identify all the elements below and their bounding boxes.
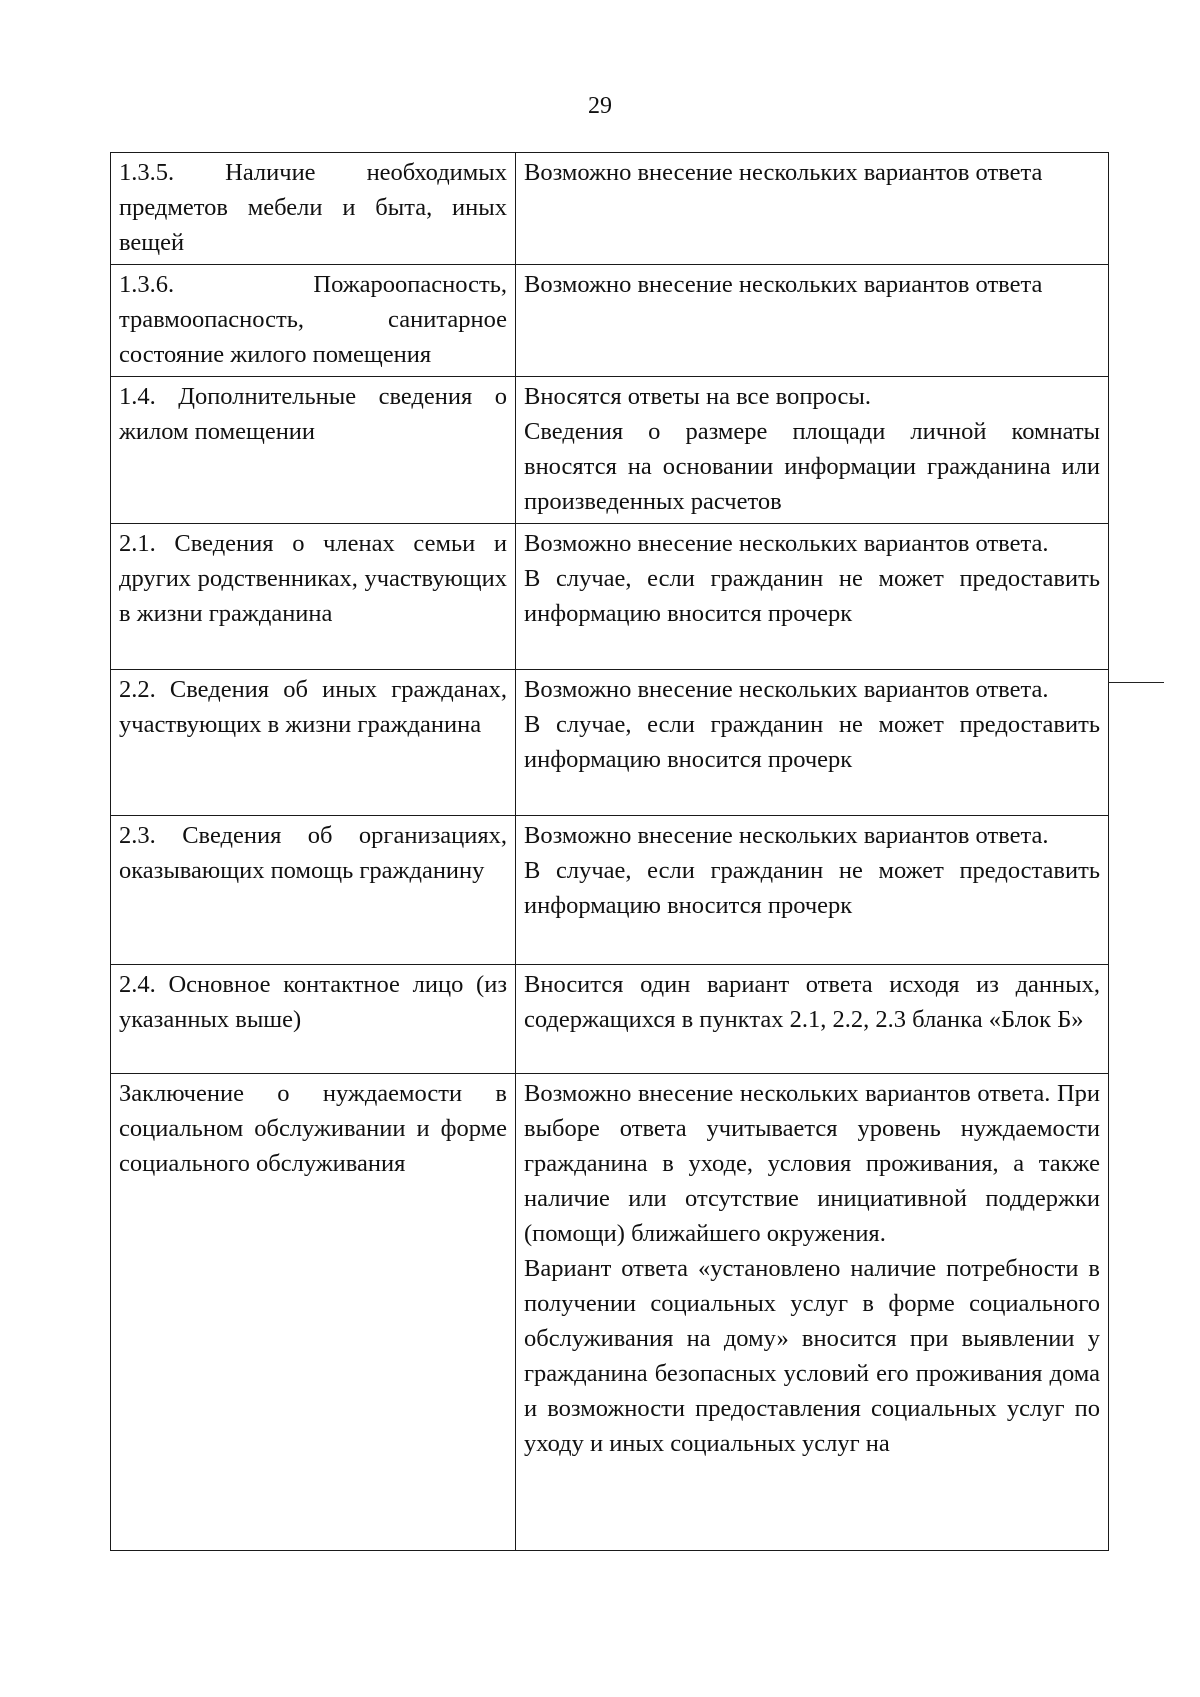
row-instruction-cell (516, 265, 1109, 377)
row-instruction-cell (516, 965, 1109, 1074)
row-instruction-cell (516, 377, 1109, 524)
table-row (111, 524, 1109, 670)
row-item-cell: 2.1. Сведения о членах семьи и других родственниках, участвующих в жизни гражданина (111, 524, 516, 670)
page-number: 29 (588, 93, 612, 119)
table-row (111, 670, 1109, 816)
row-instruction-cell (516, 670, 1109, 816)
instruction-paragraph: В случае, если гражданин не может предоставить информацию вносится прочерк (524, 711, 1100, 773)
instruction-paragraph: Возможно внесение нескольких вариантов ответа. (524, 530, 1049, 557)
row-item-cell: 2.4. Основное контактное лицо (из указанных выше) (111, 965, 516, 1074)
instruction-paragraph: Возможно внесение нескольких вариантов ответа. (524, 822, 1049, 849)
row-item-cell: 1.3.5. Наличие необходимых предметов мебели и быта, иных вещей (111, 153, 516, 265)
instruction-paragraph: Сведения о размере площади личной комнаты вносятся на основании информации гражданина или произведенных расчетов (524, 418, 1100, 515)
table-row (111, 377, 1109, 524)
table-row (111, 965, 1109, 1074)
table-row (111, 153, 1109, 265)
table-row (111, 1074, 1109, 1551)
row-instruction-cell (516, 153, 1109, 265)
requirements-table (110, 152, 1109, 1551)
scan-artifact-line (1108, 682, 1164, 683)
row-item-cell: 1.4. Дополнительные сведения о жилом помещении (111, 377, 516, 524)
row-instruction-cell (516, 1074, 1109, 1551)
row-item-cell: 2.2. Сведения об иных гражданах, участвующих в жизни гражданина (111, 670, 516, 816)
instruction-paragraph: В случае, если гражданин не может предоставить информацию вносится прочерк (524, 857, 1100, 919)
instruction-paragraph: Возможно внесение нескольких вариантов ответа. При выборе ответа учитывается уровень нуждаемости гражданина в уходе, условия проживания, а также наличие или отсутствие инициативной поддержки (помощи) ближайшего окружения. (524, 1080, 1100, 1247)
table-row (111, 265, 1109, 377)
instruction-paragraph: В случае, если гражданин не может предоставить информацию вносится прочерк (524, 565, 1100, 627)
instruction-paragraph: Вносятся ответы на все вопросы. (524, 383, 871, 410)
row-instruction-cell (516, 524, 1109, 670)
instruction-paragraph: Возможно внесение нескольких вариантов ответа. (524, 676, 1049, 703)
row-item-cell: 2.3. Сведения об организациях, оказывающих помощь гражданину (111, 816, 516, 965)
instruction-paragraph: Возможно внесение нескольких вариантов ответа (524, 271, 1043, 298)
instruction-paragraph: Вносится один вариант ответа исходя из данных, содержащихся в пунктах 2.1, 2.2, 2.3 бланка «Блок Б» (524, 971, 1100, 1033)
instruction-paragraph: Возможно внесение нескольких вариантов ответа (524, 159, 1043, 186)
row-instruction-cell (516, 816, 1109, 965)
row-item-cell: Заключение о нуждаемости в социальном обслуживании и форме социального обслуживания (111, 1074, 516, 1551)
table-row (111, 816, 1109, 965)
row-item-cell: 1.3.6. Пожароопасность, травмоопасность, санитарное состояние жилого помещения (111, 265, 516, 377)
instruction-paragraph: Вариант ответа «установлено наличие потребности в получении социальных услуг в форме социального обслуживания на дому» вносится при выявлении у гражданина безопасных условий его проживания дома и возможности предоставления социальных услуг по уходу и иных социальных услуг на (524, 1255, 1100, 1457)
